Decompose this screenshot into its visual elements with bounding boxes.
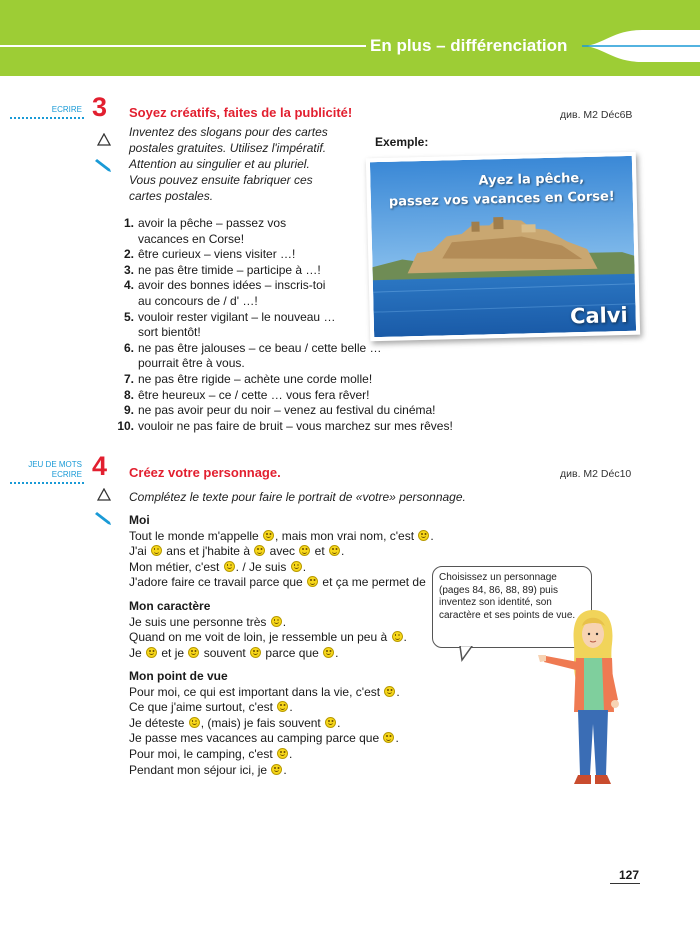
page-number: 127	[619, 868, 640, 882]
text-line	[129, 747, 400, 763]
exercise-4-reference: див. М2 Déc10	[560, 468, 632, 480]
instruction-line: Attention au singulier et au pluriel.	[129, 157, 310, 171]
smiley-icon	[392, 631, 403, 642]
smiley-icon	[277, 748, 288, 759]
smiley-icon	[383, 732, 394, 743]
list-item-number: 3.	[123, 262, 134, 277]
list-item	[116, 294, 453, 310]
exercise-4-title: Créez votre personnage.	[129, 465, 281, 480]
smiley-icon	[418, 530, 429, 541]
postcard-slogan-line-2: passez vos vacances en Corse!	[388, 189, 615, 210]
exercise-3-tag: ECRIRE	[51, 105, 82, 114]
list-item	[116, 278, 453, 294]
list-item-number	[116, 294, 134, 310]
list-item-text: vouloir ne pas faire de bruit – vous marchez sur mes rêves!	[138, 418, 453, 433]
section-heading: Moi	[129, 513, 150, 527]
text-fragment: Pour moi, le camping, c'est	[129, 746, 277, 761]
page-header-title: En plus – différenciation	[370, 36, 568, 55]
smiley-icon	[299, 545, 310, 556]
text-fragment: Mon métier, c'est	[129, 559, 223, 574]
text-fragment: .	[335, 645, 339, 660]
list-item-number: 7.	[123, 371, 134, 386]
text-fragment: avec	[266, 544, 299, 559]
list-item	[116, 325, 453, 341]
list-item	[116, 403, 453, 419]
text-line	[129, 575, 434, 591]
list-item-number: 8.	[123, 387, 134, 402]
section-heading: Mon caractère	[129, 599, 211, 613]
list-item-number: 4.	[123, 278, 134, 293]
text-fragment: Tout le monde m'appelle	[129, 528, 263, 543]
text-fragment: J'ai	[129, 544, 150, 559]
list-item	[116, 372, 453, 388]
text-fragment: .	[283, 762, 287, 777]
text-line	[129, 544, 434, 560]
text-line	[129, 700, 400, 716]
text-line	[129, 529, 434, 545]
text-fragment: .	[396, 684, 400, 699]
text-fragment: .	[430, 528, 434, 543]
smiley-icon	[329, 545, 340, 556]
text-fragment: . / Je suis	[235, 559, 290, 574]
list-item-text: vouloir rester vigilant – le nouveau …	[138, 309, 336, 324]
exercise-4-instructions: Complétez le texte pour faire le portrait de «votre» personnage.	[129, 490, 466, 504]
text-fragment: .	[302, 559, 307, 574]
exercise-4-tag	[20, 460, 82, 480]
section-heading: Mon point de vue	[129, 669, 228, 683]
text-line	[129, 615, 407, 631]
list-item-text: ne pas être jalouses – ce beau / cette belle …	[138, 340, 382, 355]
text-line	[129, 731, 400, 747]
text-fragment: .	[341, 544, 345, 559]
smiley-icon	[146, 647, 157, 658]
exercise-3-title: Soyez créatifs, faites de la publicité!	[129, 105, 353, 120]
list-item-text: au concours de / d' …!	[138, 293, 258, 308]
postcard-slogan	[370, 168, 633, 212]
exercise-4-tag-rule	[10, 482, 84, 484]
girl-illustration	[538, 600, 648, 795]
instruction-line: Inventez des slogans pour des cartes	[129, 125, 328, 139]
exercise-3-tag-rule	[10, 117, 84, 119]
list-item-number: 6.	[123, 340, 134, 355]
list-item-text: avoir la pêche – passez vos	[138, 216, 287, 230]
smiley-icon	[263, 530, 274, 541]
list-item	[116, 263, 453, 279]
list-item-text: vacances en Corse!	[138, 231, 245, 246]
list-item-number: 2.	[123, 247, 134, 262]
bubble-line: (pages 84, 86, 88, 89) puis	[439, 584, 558, 596]
text-fragment: .	[289, 746, 293, 761]
exercise-4-number: 4	[92, 451, 108, 481]
smiley-icon	[250, 647, 261, 658]
header-tab-shape	[582, 28, 700, 64]
list-item-text: être heureux – ce / cette … vous fera rêver!	[138, 387, 370, 402]
list-item-number: 10.	[117, 418, 134, 433]
text-line	[129, 763, 400, 779]
smiley-icon	[189, 717, 200, 728]
text-fragment: ans et j'habite à	[162, 544, 254, 559]
list-item-number: 9.	[123, 403, 134, 418]
text-fragment: J'adore faire ce travail parce que	[129, 575, 307, 590]
text-fragment: .	[289, 700, 293, 715]
smiley-icon	[224, 561, 235, 572]
section-caractere	[129, 599, 407, 661]
smiley-icon	[151, 545, 162, 556]
warning-triangle-icon	[97, 488, 111, 501]
list-item-text: ne pas avoir peur du noir – venez au festival du cinéma!	[138, 403, 436, 418]
text-fragment: Je déteste	[129, 715, 188, 730]
instruction-line: postales gratuites. Utilisez l'impératif.	[129, 141, 327, 155]
pencil-icon	[93, 511, 113, 527]
list-item	[116, 310, 453, 326]
example-label: Exemple:	[375, 135, 429, 149]
list-item	[116, 341, 453, 357]
exercise-3-list	[116, 216, 453, 434]
smiley-icon	[271, 764, 282, 775]
text-fragment: .	[395, 731, 399, 746]
smiley-icon	[384, 686, 395, 697]
list-item	[116, 388, 453, 404]
smiley-icon	[271, 616, 282, 627]
text-fragment: Pour moi, ce qui est important dans la vie, c'est	[129, 684, 384, 699]
exercise-3-instructions	[129, 124, 328, 204]
page-number-rule	[610, 883, 640, 884]
list-item-number	[116, 356, 134, 372]
pencil-icon	[93, 158, 113, 174]
text-fragment: , (mais) je fais souvent	[200, 715, 325, 730]
list-item-number	[116, 325, 134, 341]
text-line	[129, 716, 400, 732]
text-fragment: .	[282, 614, 287, 629]
section-moi	[129, 513, 434, 591]
smiley-icon	[188, 647, 199, 658]
warning-triangle-icon	[97, 133, 111, 146]
instruction-line: cartes postales.	[129, 189, 214, 203]
list-item-number: 1.	[123, 216, 134, 230]
smiley-icon	[254, 545, 265, 556]
text-fragment: .	[337, 715, 341, 730]
postcard-slogan-line-1: Ayez la pêche,	[478, 170, 585, 189]
postcard-place-name: Calvi	[569, 302, 629, 329]
text-fragment: parce que	[262, 645, 323, 660]
list-item-text: être curieux – viens visiter …!	[138, 247, 296, 262]
text-fragment: souvent	[200, 645, 250, 660]
text-line	[129, 685, 400, 701]
smiley-icon	[325, 717, 336, 728]
text-fragment: Pendant mon séjour ici, je	[129, 762, 271, 777]
bubble-line: inventez son identité, son	[439, 597, 552, 608]
text-fragment: et ça me permet de	[319, 575, 426, 590]
text-fragment: Je	[129, 645, 146, 660]
exercise-3-number: 3	[92, 92, 108, 122]
list-item-number: 5.	[123, 309, 134, 324]
list-item	[116, 419, 453, 435]
list-item	[116, 232, 453, 248]
text-fragment: et je	[158, 645, 188, 660]
text-line	[129, 646, 407, 662]
exercise-4-tag-line-2: ECRIRE	[51, 470, 82, 479]
list-item-number	[116, 232, 134, 248]
smiley-icon	[323, 647, 334, 658]
list-item-text: pourrait être à vous.	[138, 356, 245, 371]
list-item-text: ne pas être rigide – achète une corde molle!	[138, 371, 373, 386]
list-item	[116, 216, 453, 232]
list-item-text: sort bientôt!	[138, 325, 201, 340]
smiley-icon	[307, 576, 318, 587]
text-fragment: et	[311, 544, 329, 559]
exercise-4-tag-line-1: JEU DE MOTS	[28, 460, 82, 469]
list-item-text: avoir des bonnes idées – inscris-toi	[138, 278, 326, 293]
instruction-line: Vous pouvez ensuite fabriquer ces	[129, 173, 313, 187]
text-fragment: .	[403, 630, 407, 645]
bubble-line: caractère et ses points de vue.	[439, 609, 576, 621]
text-fragment: Ce que j'aime surtout, c'est	[129, 700, 277, 715]
smiley-icon	[277, 701, 288, 712]
speech-bubble-tail	[458, 646, 478, 662]
smiley-icon	[291, 561, 302, 572]
text-line	[129, 560, 434, 576]
list-item	[116, 247, 453, 263]
exercise-3-reference: див. М2 Déc6B	[560, 109, 633, 121]
text-fragment: Quand on me voit de loin, je ressemble un peu à	[129, 630, 391, 645]
list-item-text: ne pas être timide – participe à …!	[138, 262, 321, 277]
header-rule	[0, 45, 366, 47]
text-fragment: , mais mon vrai nom, c'est	[275, 528, 418, 543]
bubble-line: Choisissez un personnage	[439, 572, 557, 583]
text-fragment: Je suis une personne très	[129, 614, 270, 629]
text-fragment: Je passe mes vacances au camping parce que	[129, 731, 383, 746]
list-item	[116, 356, 453, 372]
section-point-de-vue	[129, 669, 400, 778]
text-line	[129, 630, 407, 646]
